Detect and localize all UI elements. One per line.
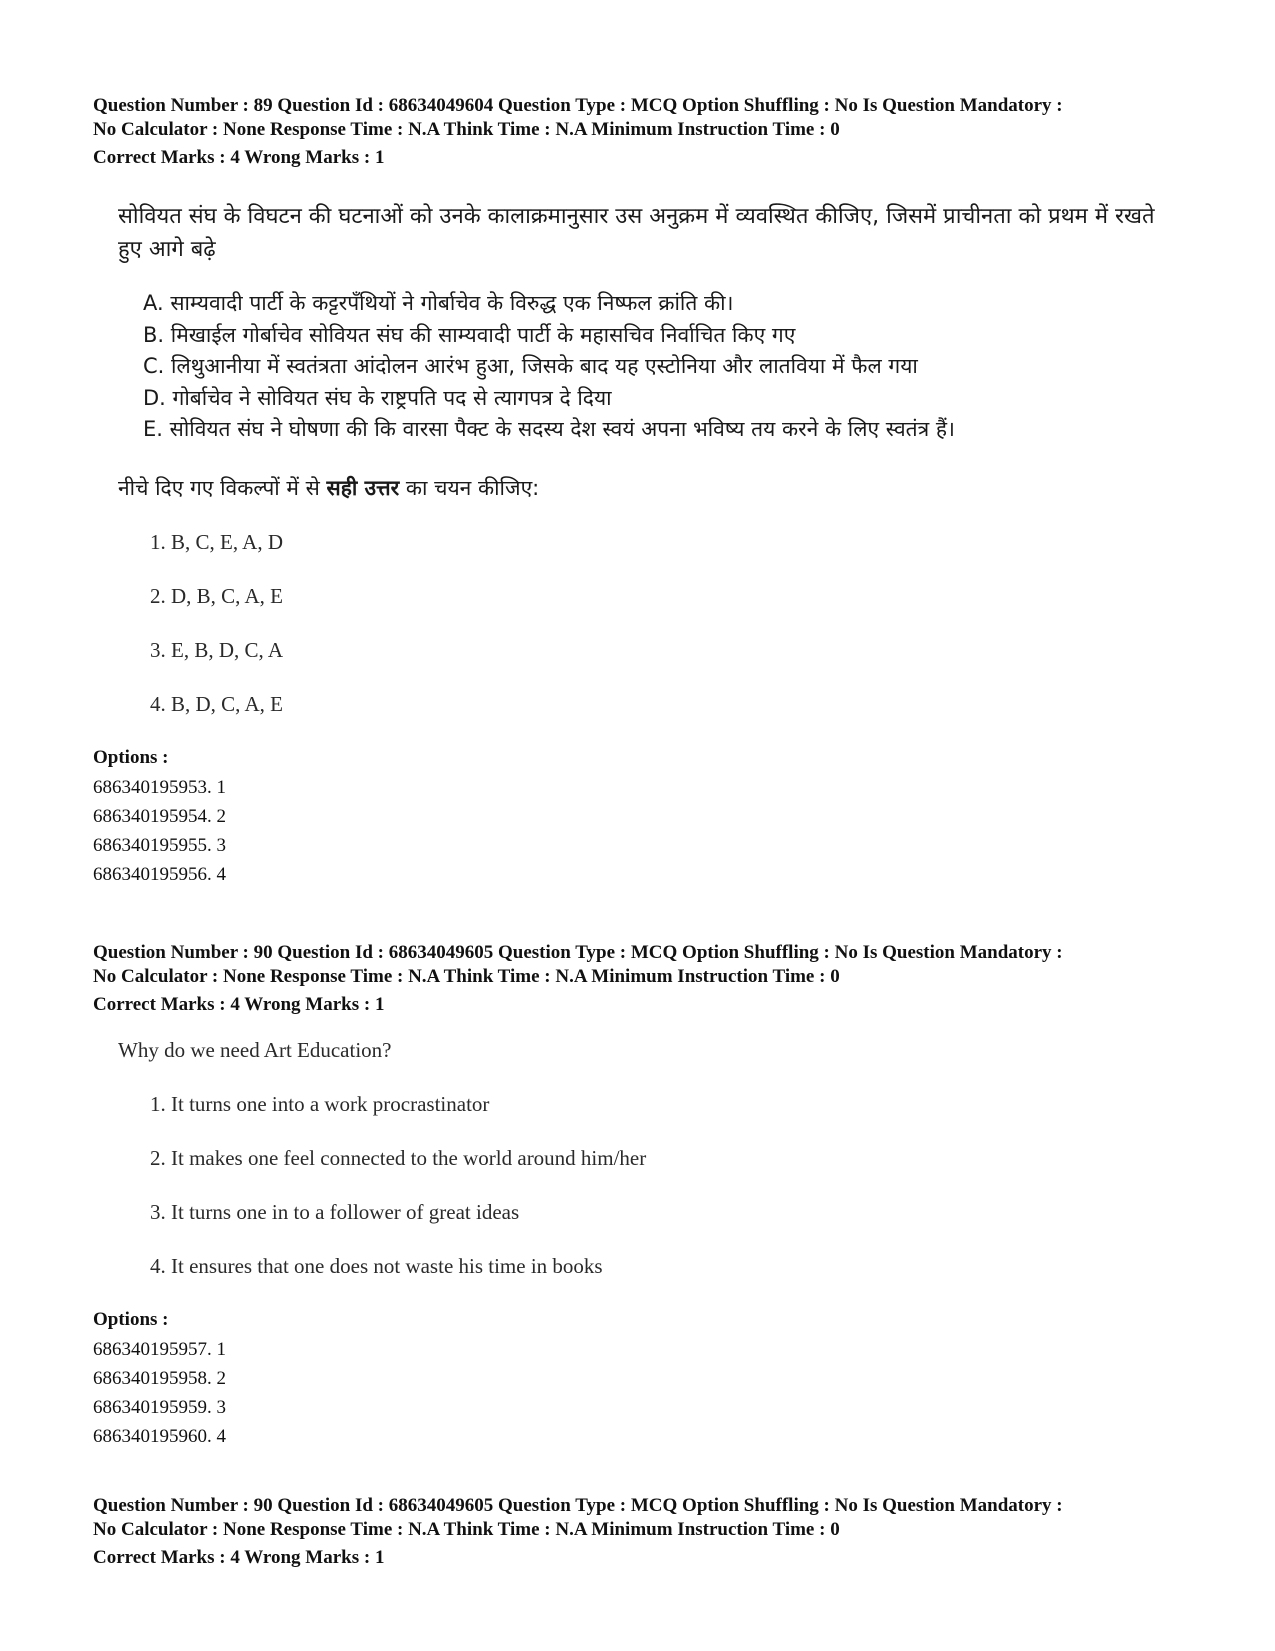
question-90-options — [93, 1309, 1213, 1451]
answer-choice-2[interactable]: 2. It makes one feel connected to the world around him/her — [150, 1146, 647, 1170]
question-89-items — [143, 288, 1203, 446]
option-item[interactable]: 686340195954. 2 — [93, 806, 226, 827]
option-item[interactable]: 686340195957. 1 — [93, 1339, 226, 1360]
instruction-text: नीचे दिए गए विकल्पों में से — [118, 476, 327, 500]
option-item[interactable]: 686340195953. 1 — [93, 777, 226, 798]
instruction-bold: सही उत्तर — [326, 476, 400, 500]
marks-line: Correct Marks : 4 Wrong Marks : 1 — [93, 1547, 385, 1568]
event-item-d: D. गोर्बाचेव ने सोवियत संघ के राष्ट्रपति पद से त्यागपत्र दे दिया — [143, 385, 612, 410]
instruction-text: का चयन कीजिए: — [399, 476, 540, 500]
option-item[interactable]: 686340195960. 4 — [93, 1426, 226, 1447]
question-90-meta — [93, 941, 1213, 1017]
meta-line: No Calculator : None Response Time : N.A Think Time : N.A Minimum Instruction Time : 0 — [93, 1519, 840, 1540]
meta-line: Question Number : 90 Question Id : 68634049605 Question Type : MCQ Option Shuffling : No Is Question Mandatory : — [93, 942, 1063, 963]
question-89-statement: सोवियत संघ के विघटन की घटनाओं को उनके कालाक्रमानुसार उस अनुक्रम में व्यवस्थित कीजिए, जिसमें प्राचीनता को प्रथम में रखते हुए आगे बढ़े — [118, 204, 1155, 262]
options-label: Options : — [93, 1309, 169, 1330]
answer-choice-4[interactable]: 4. It ensures that one does not waste his time in books — [150, 1254, 603, 1278]
options-list — [93, 773, 1213, 889]
meta-line: Question Number : 90 Question Id : 68634049605 Question Type : MCQ Option Shuffling : No Is Question Mandatory : — [93, 1495, 1063, 1516]
answer-choice-1[interactable]: 1. B, C, E, A, D — [150, 530, 284, 554]
answer-choice-1[interactable]: 1. It turns one into a work procrastinator — [150, 1092, 490, 1116]
question-90b-meta — [93, 1494, 1213, 1570]
option-item[interactable]: 686340195955. 3 — [93, 835, 226, 856]
answer-choice-3[interactable]: 3. It turns one in to a follower of great ideas — [150, 1200, 520, 1224]
answer-choice-3[interactable]: 3. E, B, D, C, A — [150, 638, 284, 662]
marks-line: Correct Marks : 4 Wrong Marks : 1 — [93, 994, 385, 1015]
question-89-instruction — [118, 474, 539, 502]
option-item[interactable]: 686340195958. 2 — [93, 1368, 226, 1389]
event-item-e: E. सोवियत संघ ने घोषणा की कि वारसा पैक्ट के सदस्य देश स्वयं अपना भविष्य तय करने के लिए स्वतंत्र हैं। — [143, 417, 955, 441]
question-90-statement: Why do we need Art Education? — [118, 1038, 392, 1062]
marks-line: Correct Marks : 4 Wrong Marks : 1 — [93, 147, 385, 168]
event-item-c: C. लिथुआनीया में स्वतंत्रता आंदोलन आरंभ हुआ, जिसके बाद यह एस्टोनिया और लातविया में फैल गया — [143, 354, 918, 378]
answer-choice-4[interactable]: 4. B, D, C, A, E — [150, 692, 284, 716]
question-89-meta — [93, 94, 1213, 170]
option-item[interactable]: 686340195959. 3 — [93, 1397, 226, 1418]
meta-line: No Calculator : None Response Time : N.A Think Time : N.A Minimum Instruction Time : 0 — [93, 966, 840, 987]
answer-choice-2[interactable]: 2. D, B, C, A, E — [150, 584, 284, 608]
meta-line: No Calculator : None Response Time : N.A Think Time : N.A Minimum Instruction Time : 0 — [93, 119, 840, 140]
meta-line: Question Number : 89 Question Id : 68634049604 Question Type : MCQ Option Shuffling : No Is Question Mandatory : — [93, 95, 1063, 116]
option-item[interactable]: 686340195956. 4 — [93, 864, 226, 885]
question-89-options — [93, 747, 1213, 889]
options-label: Options : — [93, 747, 169, 768]
event-item-b: B. मिखाईल गोर्बाचेव सोवियत संघ की साम्यवादी पार्टी के महासचिव निर्वाचित किए गए — [143, 322, 796, 347]
event-item-a: A. साम्यवादी पार्टी के कट्टरपँथियों ने गोर्बाचेव के विरुद्ध एक निष्फल क्रांति की। — [143, 291, 734, 315]
options-list — [93, 1335, 1213, 1451]
